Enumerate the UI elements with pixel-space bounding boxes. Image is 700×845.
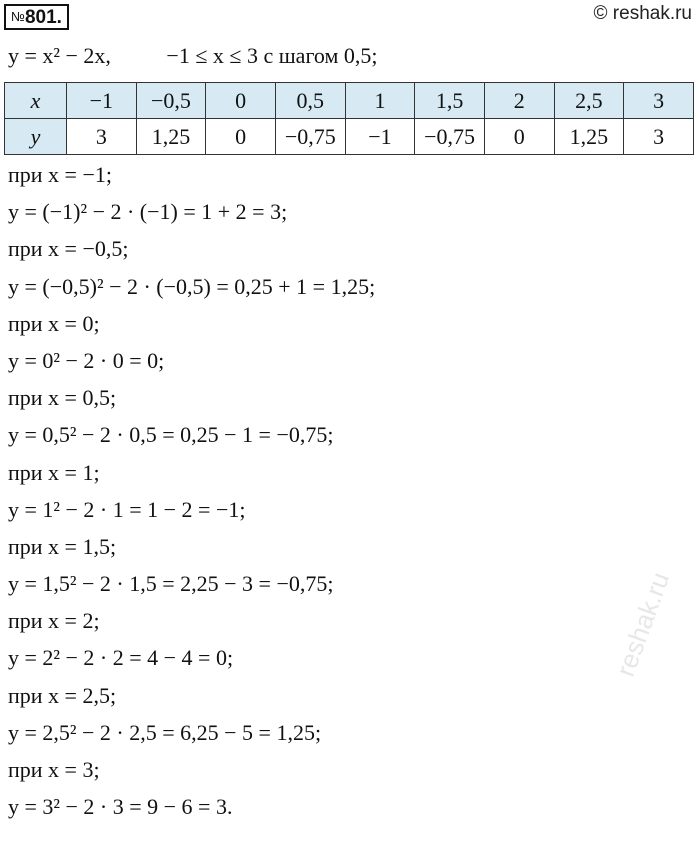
step-calculation: y = (−1)² − 2 · (−1) = 1 + 2 = 3; bbox=[8, 199, 288, 225]
y-header: y bbox=[5, 119, 67, 155]
number-sign: № bbox=[11, 9, 25, 24]
site-copyright: © reshak.ru bbox=[593, 3, 692, 24]
step-calculation: y = 2² − 2 · 2 = 4 − 4 = 0; bbox=[8, 645, 234, 671]
y-cell: 0 bbox=[484, 119, 554, 155]
number-value: 801. bbox=[24, 7, 62, 28]
values-table bbox=[4, 82, 694, 155]
x-cell: 1,5 bbox=[415, 83, 485, 119]
step-calculation: y = 1,5² − 2 · 1,5 = 2,25 − 3 = −0,75; bbox=[8, 571, 334, 597]
x-cell: 0 bbox=[206, 83, 276, 119]
y-cell: 1,25 bbox=[554, 119, 624, 155]
step-condition: при x = 1; bbox=[8, 459, 100, 485]
y-row bbox=[5, 119, 694, 155]
x-row bbox=[5, 83, 694, 119]
y-cell: 3 bbox=[624, 119, 694, 155]
x-header: x bbox=[5, 83, 67, 119]
step-condition: при x = −1; bbox=[8, 162, 112, 187]
y-cell: −0,75 bbox=[275, 119, 345, 155]
x-cell: 3 bbox=[624, 83, 694, 119]
solution-steps bbox=[8, 156, 694, 825]
step-condition: при x = 2,5; bbox=[8, 682, 117, 708]
step-calculation: y = (−0,5)² − 2 · (−0,5) = 0,25 + 1 = 1,25; bbox=[8, 273, 376, 299]
y-cell: −1 bbox=[345, 119, 415, 155]
step-condition: при x = −0,5; bbox=[8, 236, 129, 262]
x-cell: 2 bbox=[484, 83, 554, 119]
x-cell: −0,5 bbox=[136, 83, 206, 119]
step-condition: при x = 2; bbox=[8, 608, 100, 634]
domain-range: −1 ≤ x ≤ 3 с шагом 0,5; bbox=[166, 43, 378, 68]
step-condition: при x = 1,5; bbox=[8, 533, 117, 559]
y-cell: 1,25 bbox=[136, 119, 206, 155]
problem-formula bbox=[8, 42, 378, 70]
step-calculation: y = 0,5² − 2 · 0,5 = 0,25 − 1 = −0,75; bbox=[8, 422, 334, 448]
y-cell: 0 bbox=[206, 119, 276, 155]
x-cell: 0,5 bbox=[275, 83, 345, 119]
step-condition: при x = 3; bbox=[8, 757, 100, 782]
step-condition: при x = 0,5; bbox=[8, 385, 117, 411]
step-calculation: y = 0² − 2 · 0 = 0; bbox=[8, 347, 165, 373]
problem-number bbox=[4, 4, 69, 30]
x-cell: −1 bbox=[67, 83, 137, 119]
x-cell: 2,5 bbox=[554, 83, 624, 119]
watermark: reshak.ru bbox=[610, 568, 676, 681]
step-calculation: y = 3² − 2 · 3 = 9 − 6 = 3. bbox=[8, 794, 233, 820]
y-cell: −0,75 bbox=[415, 119, 485, 155]
step-condition: при x = 0; bbox=[8, 310, 100, 336]
y-cell: 3 bbox=[67, 119, 137, 155]
x-cell: 1 bbox=[345, 83, 415, 119]
step-calculation: y = 2,5² − 2 · 2,5 = 6,25 − 5 = 1,25; bbox=[8, 719, 322, 745]
step-calculation: y = 1² − 2 · 1 = 1 − 2 = −1; bbox=[8, 496, 246, 522]
function-definition: y = x² − 2x, bbox=[8, 43, 111, 68]
